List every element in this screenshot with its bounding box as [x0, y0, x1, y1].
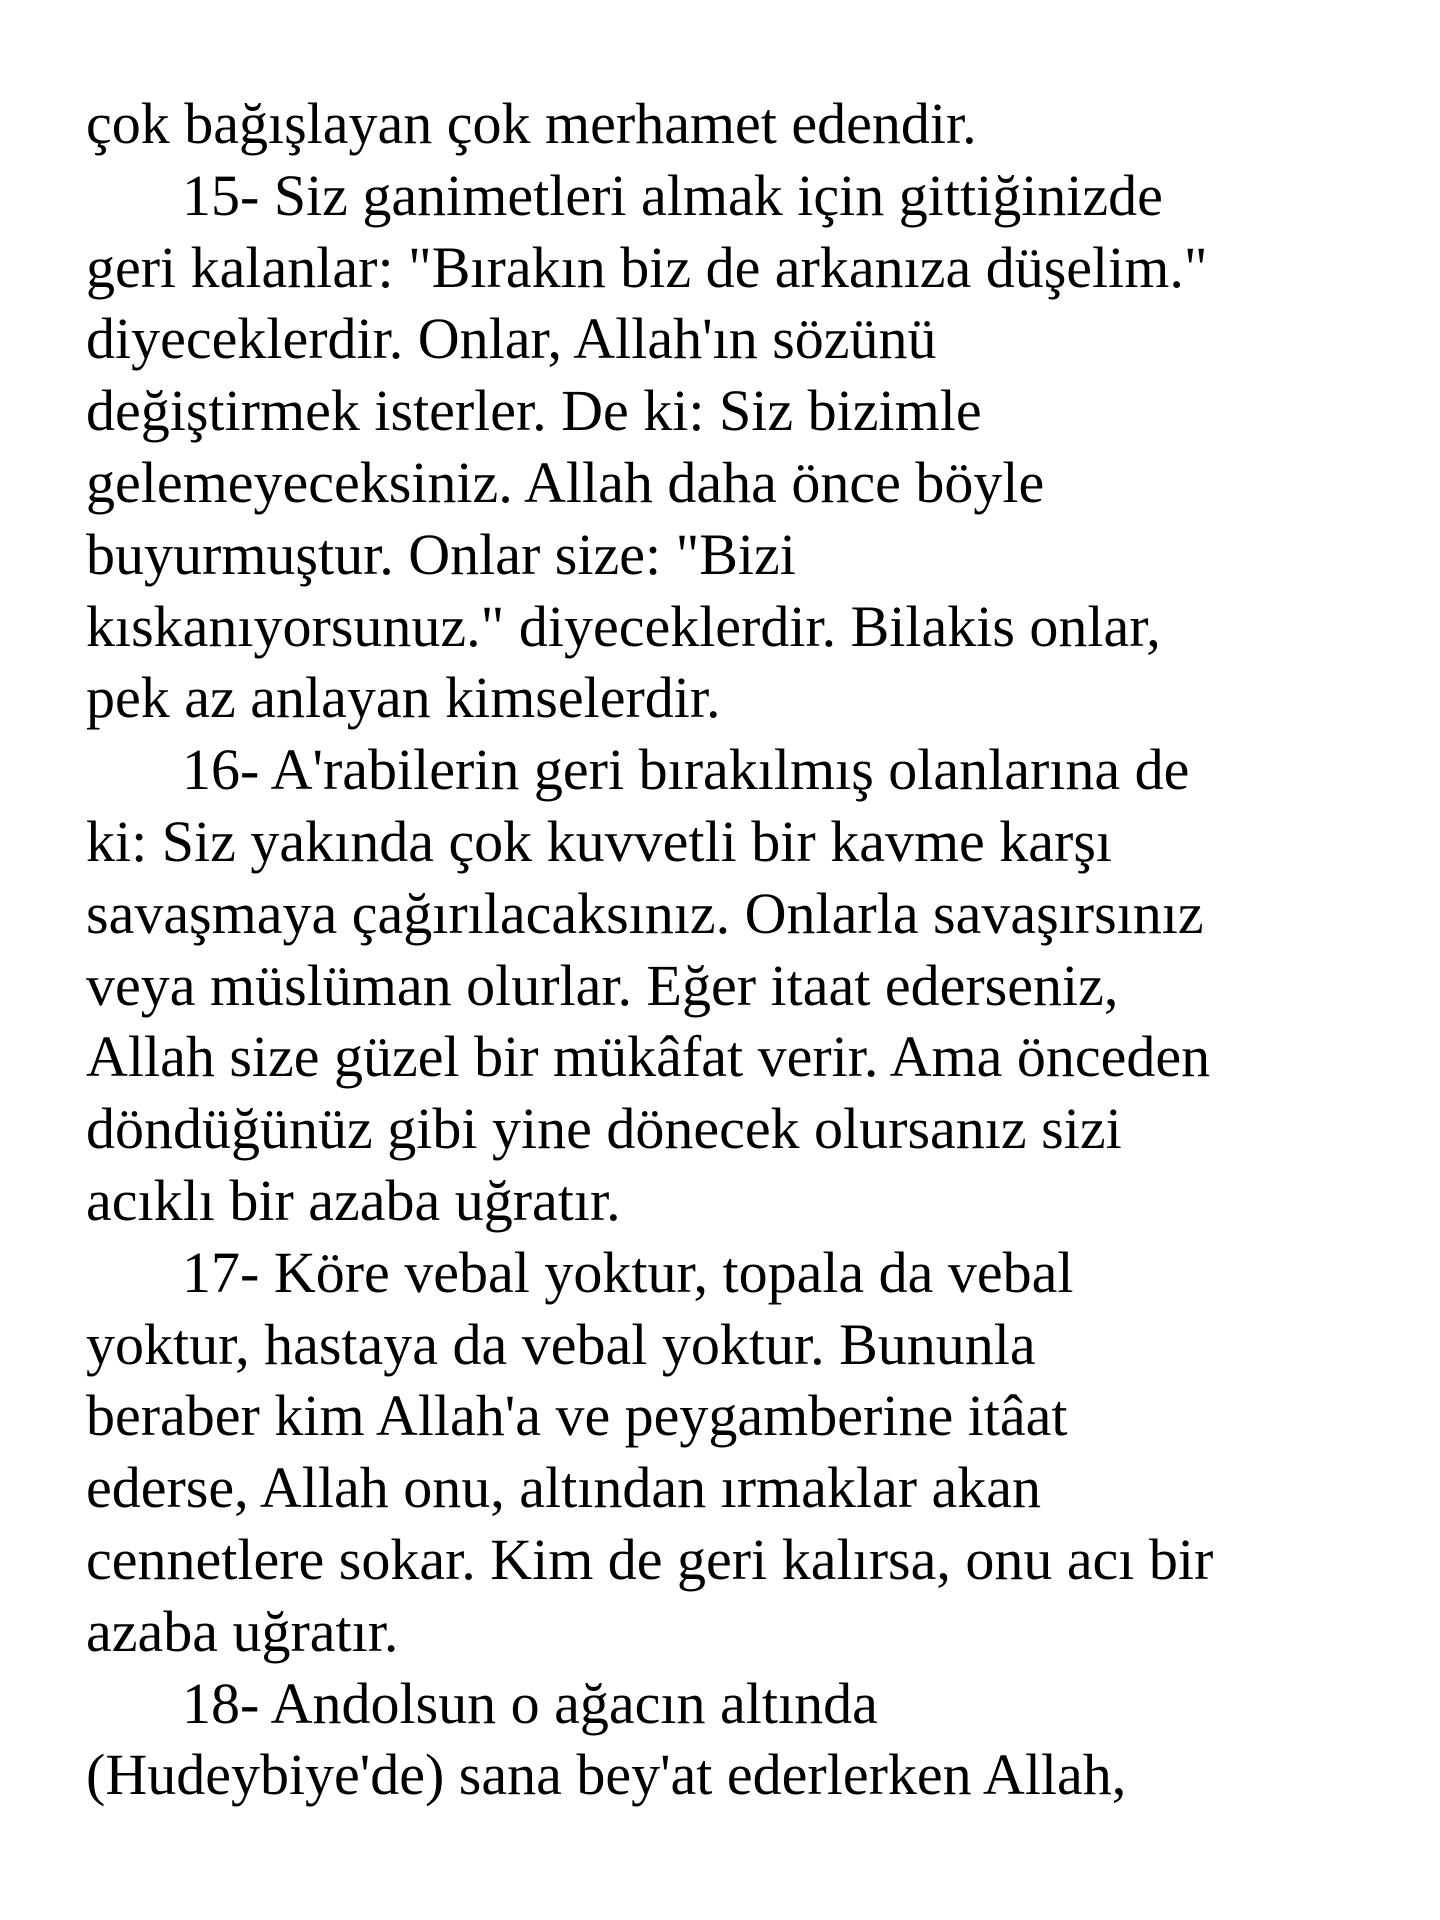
text-line: döndüğünüz gibi yine dönecek olursanız sizi [86, 1096, 1122, 1162]
text-line: azaba uğratır. [86, 1598, 399, 1664]
text-line: savaşmaya çağırılacaksınız. Onlarla savaşırsınız [86, 880, 1204, 946]
text-line: çok bağışlayan çok merhamet edendir. [86, 91, 977, 156]
text-line: veya müslüman olurlar. Eğer itaat ederseniz, [86, 952, 1119, 1018]
text-line: ki: Siz yakında çok kuvvetli bir kavme karşı [86, 808, 1113, 874]
text-line: diyeceklerdir. Onlar, Allah'ın sözünü [86, 306, 937, 372]
text-line: pek az anlayan kimselerdir. [86, 665, 721, 731]
text-line: 15- Siz ganimetleri almak için gittiğinizde [182, 162, 1163, 228]
text-line: kıskanıyorsunuz." diyeceklerdir. Bilakis onlar, [86, 593, 1161, 659]
text-line: geri kalanlar: "Bırakın biz de arkanıza düşelim." [86, 234, 1208, 300]
text-line: yoktur, hastaya da vebal yoktur. Bununla [86, 1311, 1036, 1377]
text-line: (Hudeybiye'de) sana bey'at ederlerken Allah, [86, 1742, 1127, 1808]
text-line: gelemeyeceksiniz. Allah daha önce böyle [86, 449, 1045, 515]
text-line: 16- A'rabilerin geri bırakılmış olanlarına de [182, 737, 1190, 803]
text-line: acıklı bir azaba uğratır. [86, 1167, 621, 1233]
text-line: cennetlere sokar. Kim de geri kalırsa, onu acı bir [86, 1526, 1214, 1592]
text-line: beraber kim Allah'a ve peygamberine itâat [86, 1383, 1068, 1449]
text-line: değiştirmek isterler. De ki: Siz bizimle [86, 378, 982, 444]
document-page [86, 88, 1386, 1811]
text-line: Allah size güzel bir mükâfat verir. Ama önceden [86, 1024, 1211, 1090]
text-line: 17- Köre vebal yoktur, topala da vebal [182, 1239, 1074, 1305]
text-line: 18- Andolsun o ağacın altında [182, 1670, 878, 1736]
text-line: buyurmuştur. Onlar size: "Bizi [86, 521, 796, 587]
text-line: ederse, Allah onu, altından ırmaklar akan [86, 1455, 1042, 1521]
